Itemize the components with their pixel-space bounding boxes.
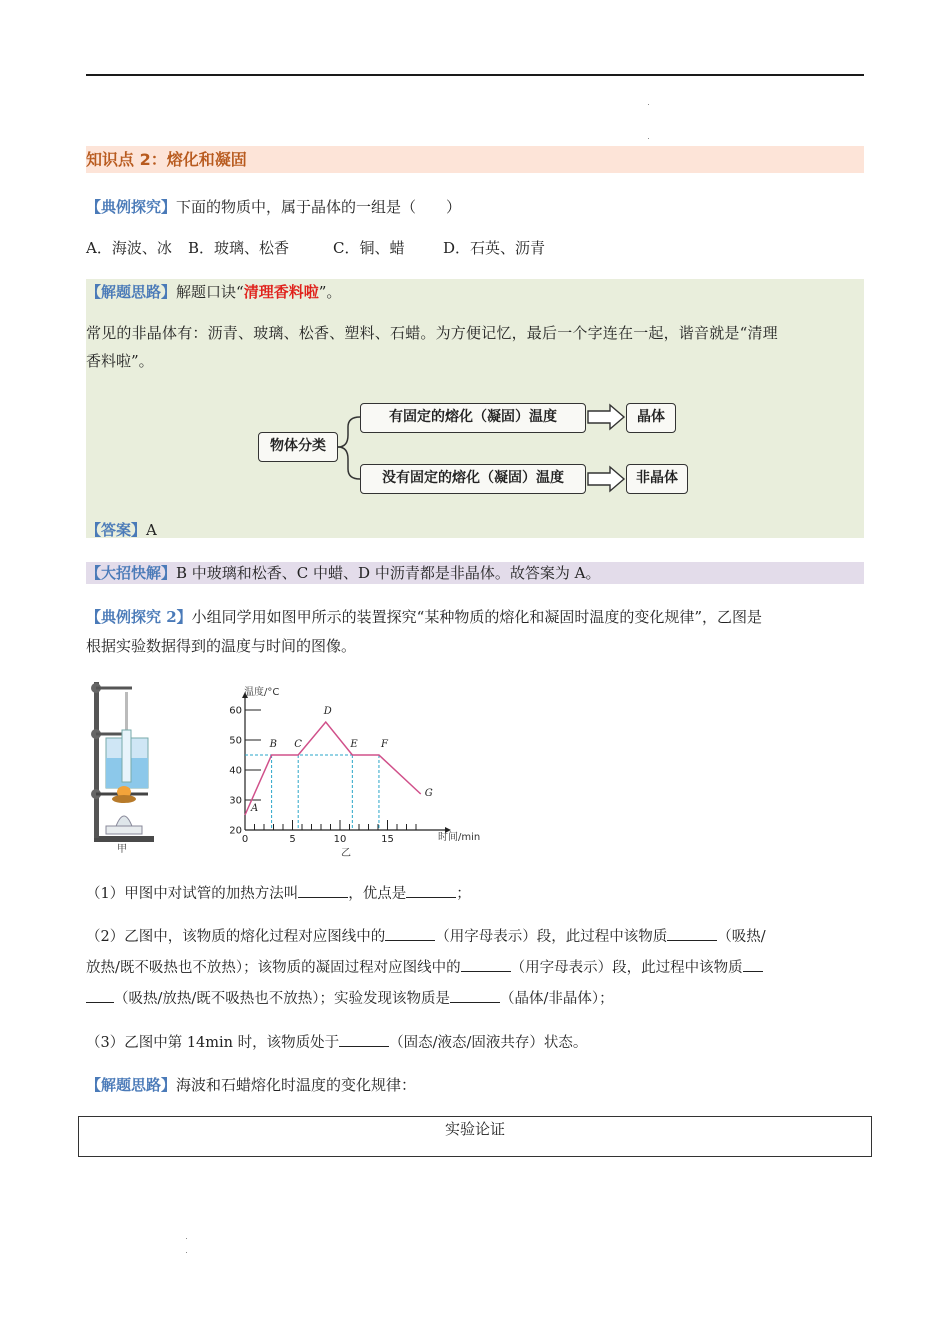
q1-text-c: ； — [456, 886, 471, 902]
thinking-text-end: ”。 — [318, 283, 342, 301]
option-a: A．海波、冰 — [86, 239, 172, 257]
y-tick-label: 20 — [229, 825, 242, 837]
point-label-c: C — [294, 739, 302, 750]
thinking2-line — [86, 1074, 416, 1096]
option-b: B．玻璃、松香 — [188, 239, 290, 257]
temperature-chart — [220, 680, 490, 860]
q2-text-d: 放热/既不吸热也不放热）；该物质的凝固过程对应图线中的 — [86, 960, 461, 976]
branch-top-box: 有固定的熔化（凝固）温度 — [360, 403, 586, 433]
diagram-connectors — [330, 395, 640, 505]
example2-line2: 根据实验数据得到的温度与时间的图像。 — [86, 637, 357, 655]
test-tube — [122, 730, 131, 782]
q2-blank-4a[interactable] — [743, 956, 763, 972]
speck — [648, 104, 649, 105]
fig-b-label: 乙 — [341, 848, 351, 859]
x-tick-label: 0 — [241, 834, 249, 845]
point-label-g: G — [424, 788, 433, 799]
q2-text-f: （吸热/放热/既不吸热也不放热）；实验发现该物质是 — [114, 991, 451, 1007]
point-label-f: F — [380, 739, 388, 750]
quick-tag: 【大招快解】 — [86, 564, 177, 582]
answer-tag: 【答案】 — [86, 521, 147, 539]
question-1 — [86, 882, 471, 905]
fig-a-label: 甲 — [117, 844, 127, 855]
speck — [186, 1238, 187, 1239]
point-label-d: D — [323, 706, 332, 717]
q1-text-b: ，优点是 — [348, 886, 407, 902]
arrow-top-icon — [588, 405, 624, 429]
x-tick-label: 5 — [289, 834, 296, 845]
point-label-a: A — [251, 803, 259, 814]
q2-blank-5[interactable] — [450, 987, 500, 1003]
point-label-b: B — [269, 739, 277, 750]
answer-value: A — [146, 521, 157, 539]
arrow-bottom-icon — [588, 467, 624, 491]
result-bottom-box: 非晶体 — [626, 464, 688, 494]
y-tick-label: 50 — [229, 735, 242, 747]
root-box: 物体分类 — [258, 432, 338, 462]
thinking2-text: 海波和石蜡熔化时温度的变化规律： — [176, 1076, 417, 1094]
branch-bottom-box: 没有固定的熔化（凝固）温度 — [360, 464, 586, 494]
point-label-e: E — [350, 739, 358, 750]
q1-blank-1[interactable] — [298, 882, 348, 898]
thinking-para-1: 常见的非晶体有：沥青、玻璃、松香、塑料、石蜡。为方便记忆，最后一个字连在一起，谐音就是“清理 — [86, 324, 778, 342]
y-axis-label: 温度/°C — [244, 687, 280, 698]
section-title: 知识点 2：熔化和凝固 — [86, 150, 247, 169]
thinking-text: 解题口诀“ — [176, 283, 244, 301]
x-tick-label: 10 — [333, 834, 347, 845]
y-tick-label: 60 — [229, 705, 242, 717]
y-tick-label: 40 — [229, 765, 242, 777]
thinking2-tag: 【解题思路】 — [86, 1076, 177, 1094]
quick-line — [86, 562, 600, 584]
stand-base — [94, 836, 154, 842]
speck — [648, 138, 649, 139]
q2-text-e: （用字母表示）段，此过程中该物质 — [510, 960, 743, 976]
result-top-box: 晶体 — [626, 403, 676, 433]
example1-question — [86, 196, 461, 218]
q1-blank-2[interactable] — [406, 882, 456, 898]
q2-text-b: （用字母表示）段，此过程中该物质 — [435, 929, 668, 945]
option-c: C．铜、蜡 — [333, 239, 405, 257]
header-rule — [86, 74, 864, 76]
example2-tag: 【典例探究 2】 — [86, 608, 192, 626]
table-header: 实验论证 — [444, 1120, 505, 1138]
thinking-para-2: 香料啦”。 — [86, 352, 154, 370]
q2-blank-2[interactable] — [667, 925, 717, 941]
section-heading — [86, 146, 864, 173]
question-2-line1 — [86, 925, 766, 948]
answer1-line — [86, 519, 157, 541]
q3-blank[interactable] — [339, 1031, 389, 1047]
example2-text: 小组同学用如图甲所示的装置探究“某种物质的熔化和凝固时温度的变化规律”，乙图是 — [191, 608, 763, 626]
q2-text-a: （2）乙图中，该物质的熔化过程对应图线中的 — [86, 929, 386, 945]
stand-rod — [94, 682, 99, 838]
q2-blank-4b[interactable] — [86, 987, 114, 1003]
experiment-table — [78, 1116, 872, 1157]
question-2-line2 — [86, 956, 763, 979]
question-3 — [86, 1031, 587, 1054]
x-tick-label: 15 — [381, 834, 394, 845]
option-d: D．石英、沥青 — [443, 239, 546, 257]
y-tick-label: 30 — [229, 795, 242, 807]
thinking1-line — [86, 281, 341, 303]
thinking-tag: 【解题思路】 — [86, 283, 177, 301]
question-2-line3 — [86, 987, 614, 1010]
q2-text-c: （吸热/ — [717, 929, 766, 945]
mnemonic: 清理香料啦 — [243, 283, 319, 301]
example2-line1 — [86, 606, 762, 628]
x-axis-label: 时间/min — [438, 832, 481, 843]
q1-text-a: （1）甲图中对试管的加热方法叫 — [86, 886, 299, 902]
q2-blank-3[interactable] — [461, 956, 511, 972]
q2-blank-1[interactable] — [385, 925, 435, 941]
q2-text-g: （晶体/非晶体）； — [500, 991, 614, 1007]
options-row — [86, 237, 545, 259]
question-text: 下面的物质中，属于晶体的一组是（ ） — [176, 198, 462, 216]
q3-text-b: （固态/液态/固液共存）状态。 — [389, 1035, 588, 1051]
example-tag: 【典例探究】 — [86, 198, 177, 216]
q3-text-a: （3）乙图中第 14min 时，该物质处于 — [86, 1035, 340, 1051]
apparatus-figure — [84, 674, 164, 856]
speck — [186, 1252, 187, 1253]
quick-text: B 中玻璃和松香、C 中蜡、D 中沥青都是非晶体。故答案为 A。 — [176, 564, 601, 582]
